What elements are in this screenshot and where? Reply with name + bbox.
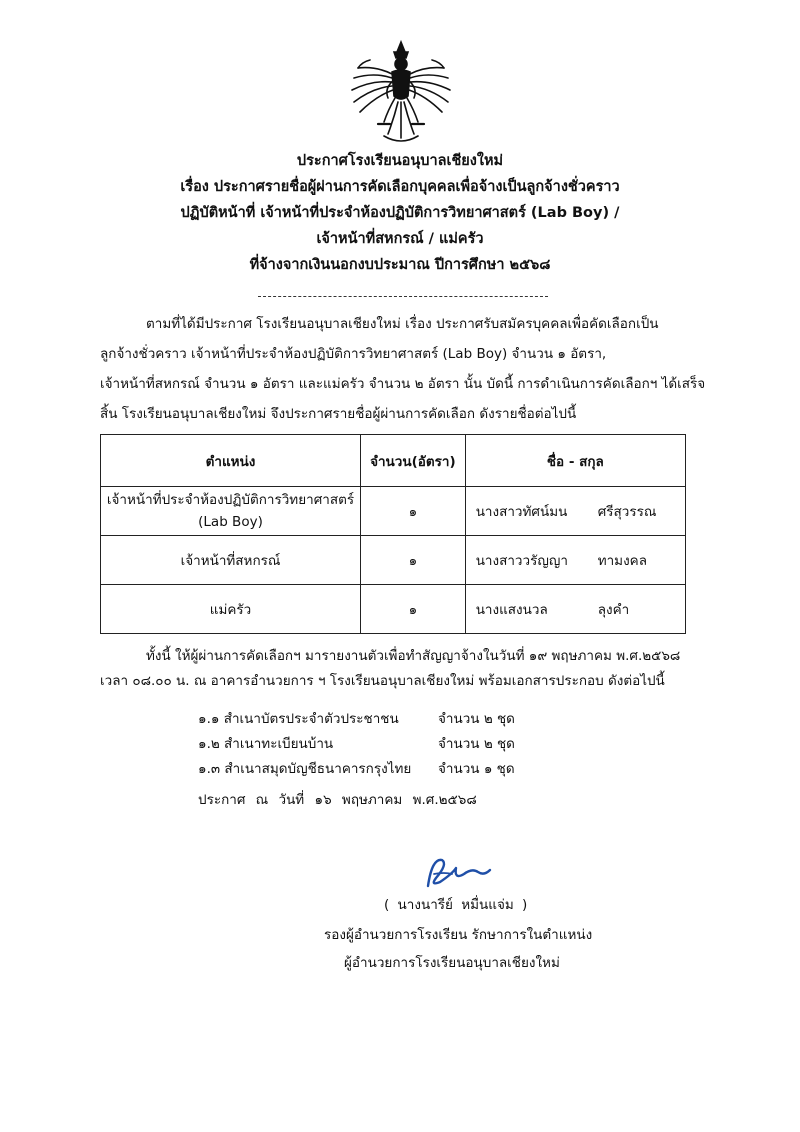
table-row (101, 536, 686, 585)
name-cell (465, 487, 685, 536)
position-cell: เจ้าหน้าที่สหกรณ์ (101, 536, 361, 585)
required-documents-list (198, 707, 515, 782)
position-title: เจ้าหน้าที่ประจำห้องปฏิบัติการวิทยาศาสตร์ (106, 492, 355, 508)
position-cell (101, 487, 361, 536)
list-item (198, 707, 515, 732)
position-subtitle: (Lab Boy) (198, 514, 263, 530)
list-item (198, 757, 515, 782)
first-name: นางสาวทัศน์มน (475, 504, 568, 520)
heading-line-5: ที่จ้างจากเงินนอกงบประมาณ ปีการศึกษา ๒๕๖๘ (249, 257, 551, 273)
signature-icon (418, 852, 494, 894)
table-header-row (101, 435, 686, 487)
results-table (100, 434, 686, 634)
last-name: ลุงคำ (597, 602, 630, 618)
name-cell (465, 536, 685, 585)
announce-date: ประกาศ ณ วันที่ ๑๖ พฤษภาคม พ.ศ.๒๕๖๘ (198, 792, 477, 808)
signatory-name: ( นางนารีย์ หมื่นแจ่ม ) (384, 897, 528, 913)
signatory-position-1: รองผู้อำนวยการโรงเรียน รักษาการในตำแหน่ง (324, 927, 593, 943)
list-item (198, 732, 515, 757)
position-cell: แม่ครัว (101, 585, 361, 634)
last-name: ทามงคล (597, 553, 647, 569)
document-item: ๑.๑ สำเนาบัตรประจำตัวประชาชน (198, 711, 399, 727)
heading-line-1: ประกาศโรงเรียนอนุบาลเชียงใหม่ (296, 153, 504, 169)
last-name: ศรีสุวรรณ (597, 504, 657, 520)
first-name: นางแสงนวล (475, 602, 548, 618)
count-cell: ๑ (361, 487, 466, 536)
document-item: ๑.๓ สำเนาสมุดบัญชีธนาคารกรุงไทย (198, 761, 412, 777)
signatory-position-2: ผู้อำนวยการโรงเรียนอนุบาลเชียงใหม่ (344, 955, 560, 971)
first-name: นางสาววรัญญา (475, 553, 568, 569)
header-position: ตำแหน่ง (101, 435, 361, 487)
garuda-emblem-icon (348, 38, 454, 146)
document-qty: จำนวน ๒ ชุด (438, 711, 515, 727)
intro-line-3: เจ้าหน้าที่สหกรณ์ จำนวน ๑ อัตรา และแม่ครัว จำนวน ๒ อัตรา นั้น บัดนี้ การดำเนินการคัดเลือกฯ ได้เสร็จ (100, 376, 706, 392)
heading-line-2: เรื่อง ประกาศรายชื่อผู้ผ่านการคัดเลือกบุคคลเพื่อจ้างเป็นลูกจ้างชั่วคราว (180, 179, 620, 195)
document-item: ๑.๒ สำเนาทะเบียนบ้าน (198, 736, 334, 752)
document-qty: จำนวน ๒ ชุด (438, 736, 515, 752)
table-row (101, 487, 686, 536)
document-heading (120, 148, 680, 278)
intro-line-2: ลูกจ้างชั่วคราว เจ้าหน้าที่ประจำห้องปฏิบัติการวิทยาศาสตร์ (Lab Boy) จำนวน ๑ อัตรา, (100, 346, 607, 362)
document-qty: จำนวน ๑ ชุด (438, 761, 515, 777)
instruction-line-1: ทั้งนี้ ให้ผู้ผ่านการคัดเลือกฯ มารายงานตัวเพื่อทำสัญญาจ้างในวันที่ ๑๙ พฤษภาคม พ.ศ.๒๕๖๘ (146, 648, 681, 664)
header-count: จำนวน(อัตรา) (361, 435, 466, 487)
name-cell (465, 585, 685, 634)
instruction-line-2: เวลา ๐๘.๐๐ น. ณ อาคารอำนวยการ ฯ โรงเรียนอนุบาลเชียงใหม่ พร้อมเอกสารประกอบ ดังต่อไปนี้ (100, 673, 665, 689)
intro-line-1: ตามที่ได้มีประกาศ โรงเรียนอนุบาลเชียงใหม่ เรื่อง ประกาศรับสมัครบุคคลเพื่อคัดเลือกเป็น (146, 316, 659, 332)
table-row (101, 585, 686, 634)
heading-divider (258, 296, 548, 297)
header-name: ชื่อ - สกุล (465, 435, 685, 487)
count-cell: ๑ (361, 585, 466, 634)
count-cell: ๑ (361, 536, 466, 585)
heading-line-3: ปฏิบัติหน้าที่ เจ้าหน้าที่ประจำห้องปฏิบัติการวิทยาศาสตร์ (Lab Boy) / (180, 205, 620, 221)
intro-line-4: สิ้น โรงเรียนอนุบาลเชียงใหม่ จึงประกาศรายชื่อผู้ผ่านการคัดเลือก ดังรายชื่อต่อไปนี้ (100, 406, 577, 422)
heading-line-4: เจ้าหน้าที่สหกรณ์ / แม่ครัว (316, 231, 484, 247)
